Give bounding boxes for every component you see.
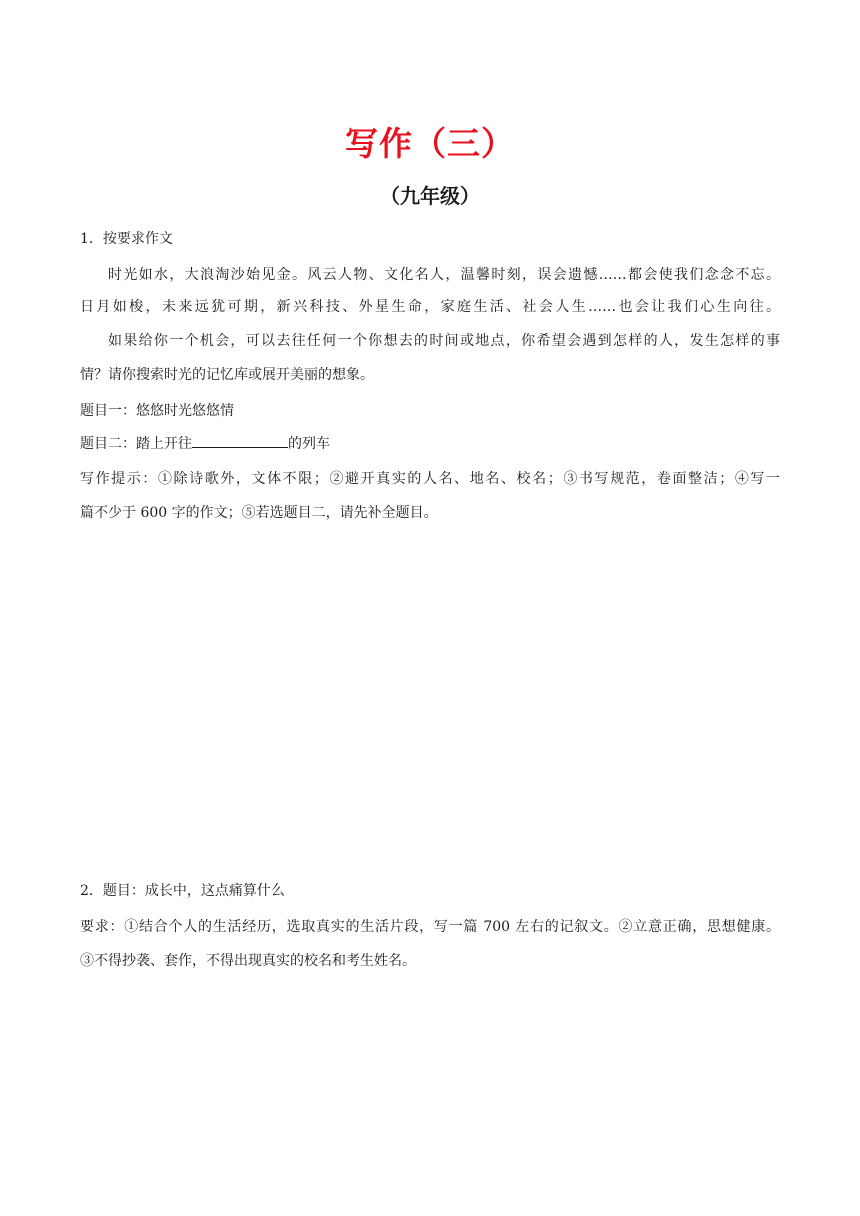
- fill-in-blank: [192, 433, 288, 448]
- q1-topic-1: 题目一：悠悠时光悠悠情: [80, 403, 234, 419]
- q1-tips-line-2: 篇不少于 600 字的作文；⑤若选题目二，请先补全题目。: [80, 505, 438, 521]
- q2-requirements-line-1: 要求：①结合个人的生活经历，选取真实的生活片段，写一篇 700 左右的记叙文。②立意正确，思想健康。: [80, 919, 780, 935]
- q1-topic-2: [80, 433, 330, 453]
- document-title: 写作（三）: [345, 124, 515, 163]
- question-1-heading: 1．按要求作文: [80, 231, 173, 247]
- q1-topic-2-prefix: 题目二：踏上开往: [80, 436, 192, 452]
- q1-paragraph-1-line-1: 时光如水，大浪淘沙始见金。风云人物、文化名人，温馨时刻，误会遗憾……都会使我们念念不忘。: [108, 267, 780, 283]
- q2-requirements-line-2: ③不得抄袭、套作，不得出现真实的校名和考生姓名。: [80, 953, 416, 969]
- q1-topic-2-suffix: 的列车: [288, 436, 330, 452]
- q1-paragraph-2-line-2: 情？请你搜索时光的记忆库或展开美丽的想象。: [80, 367, 374, 383]
- q1-paragraph-2-line-1: 如果给你一个机会，可以去往任何一个你想去的时间或地点，你希望会遇到怎样的人，发生怎样的事: [108, 333, 780, 349]
- question-2-heading: 2．题目：成长中，这点痛算什么: [80, 883, 285, 899]
- q1-tips-line-1: 写作提示：①除诗歌外，文体不限；②避开真实的人名、地名、校名；③书写规范，卷面整洁；④写一: [80, 471, 780, 487]
- q1-paragraph-1-line-2: 日月如梭，未来远犹可期，新兴科技、外星生命，家庭生活、社会人生……也会让我们心生向往。: [80, 299, 780, 315]
- document-subtitle: （九年级）: [380, 184, 480, 208]
